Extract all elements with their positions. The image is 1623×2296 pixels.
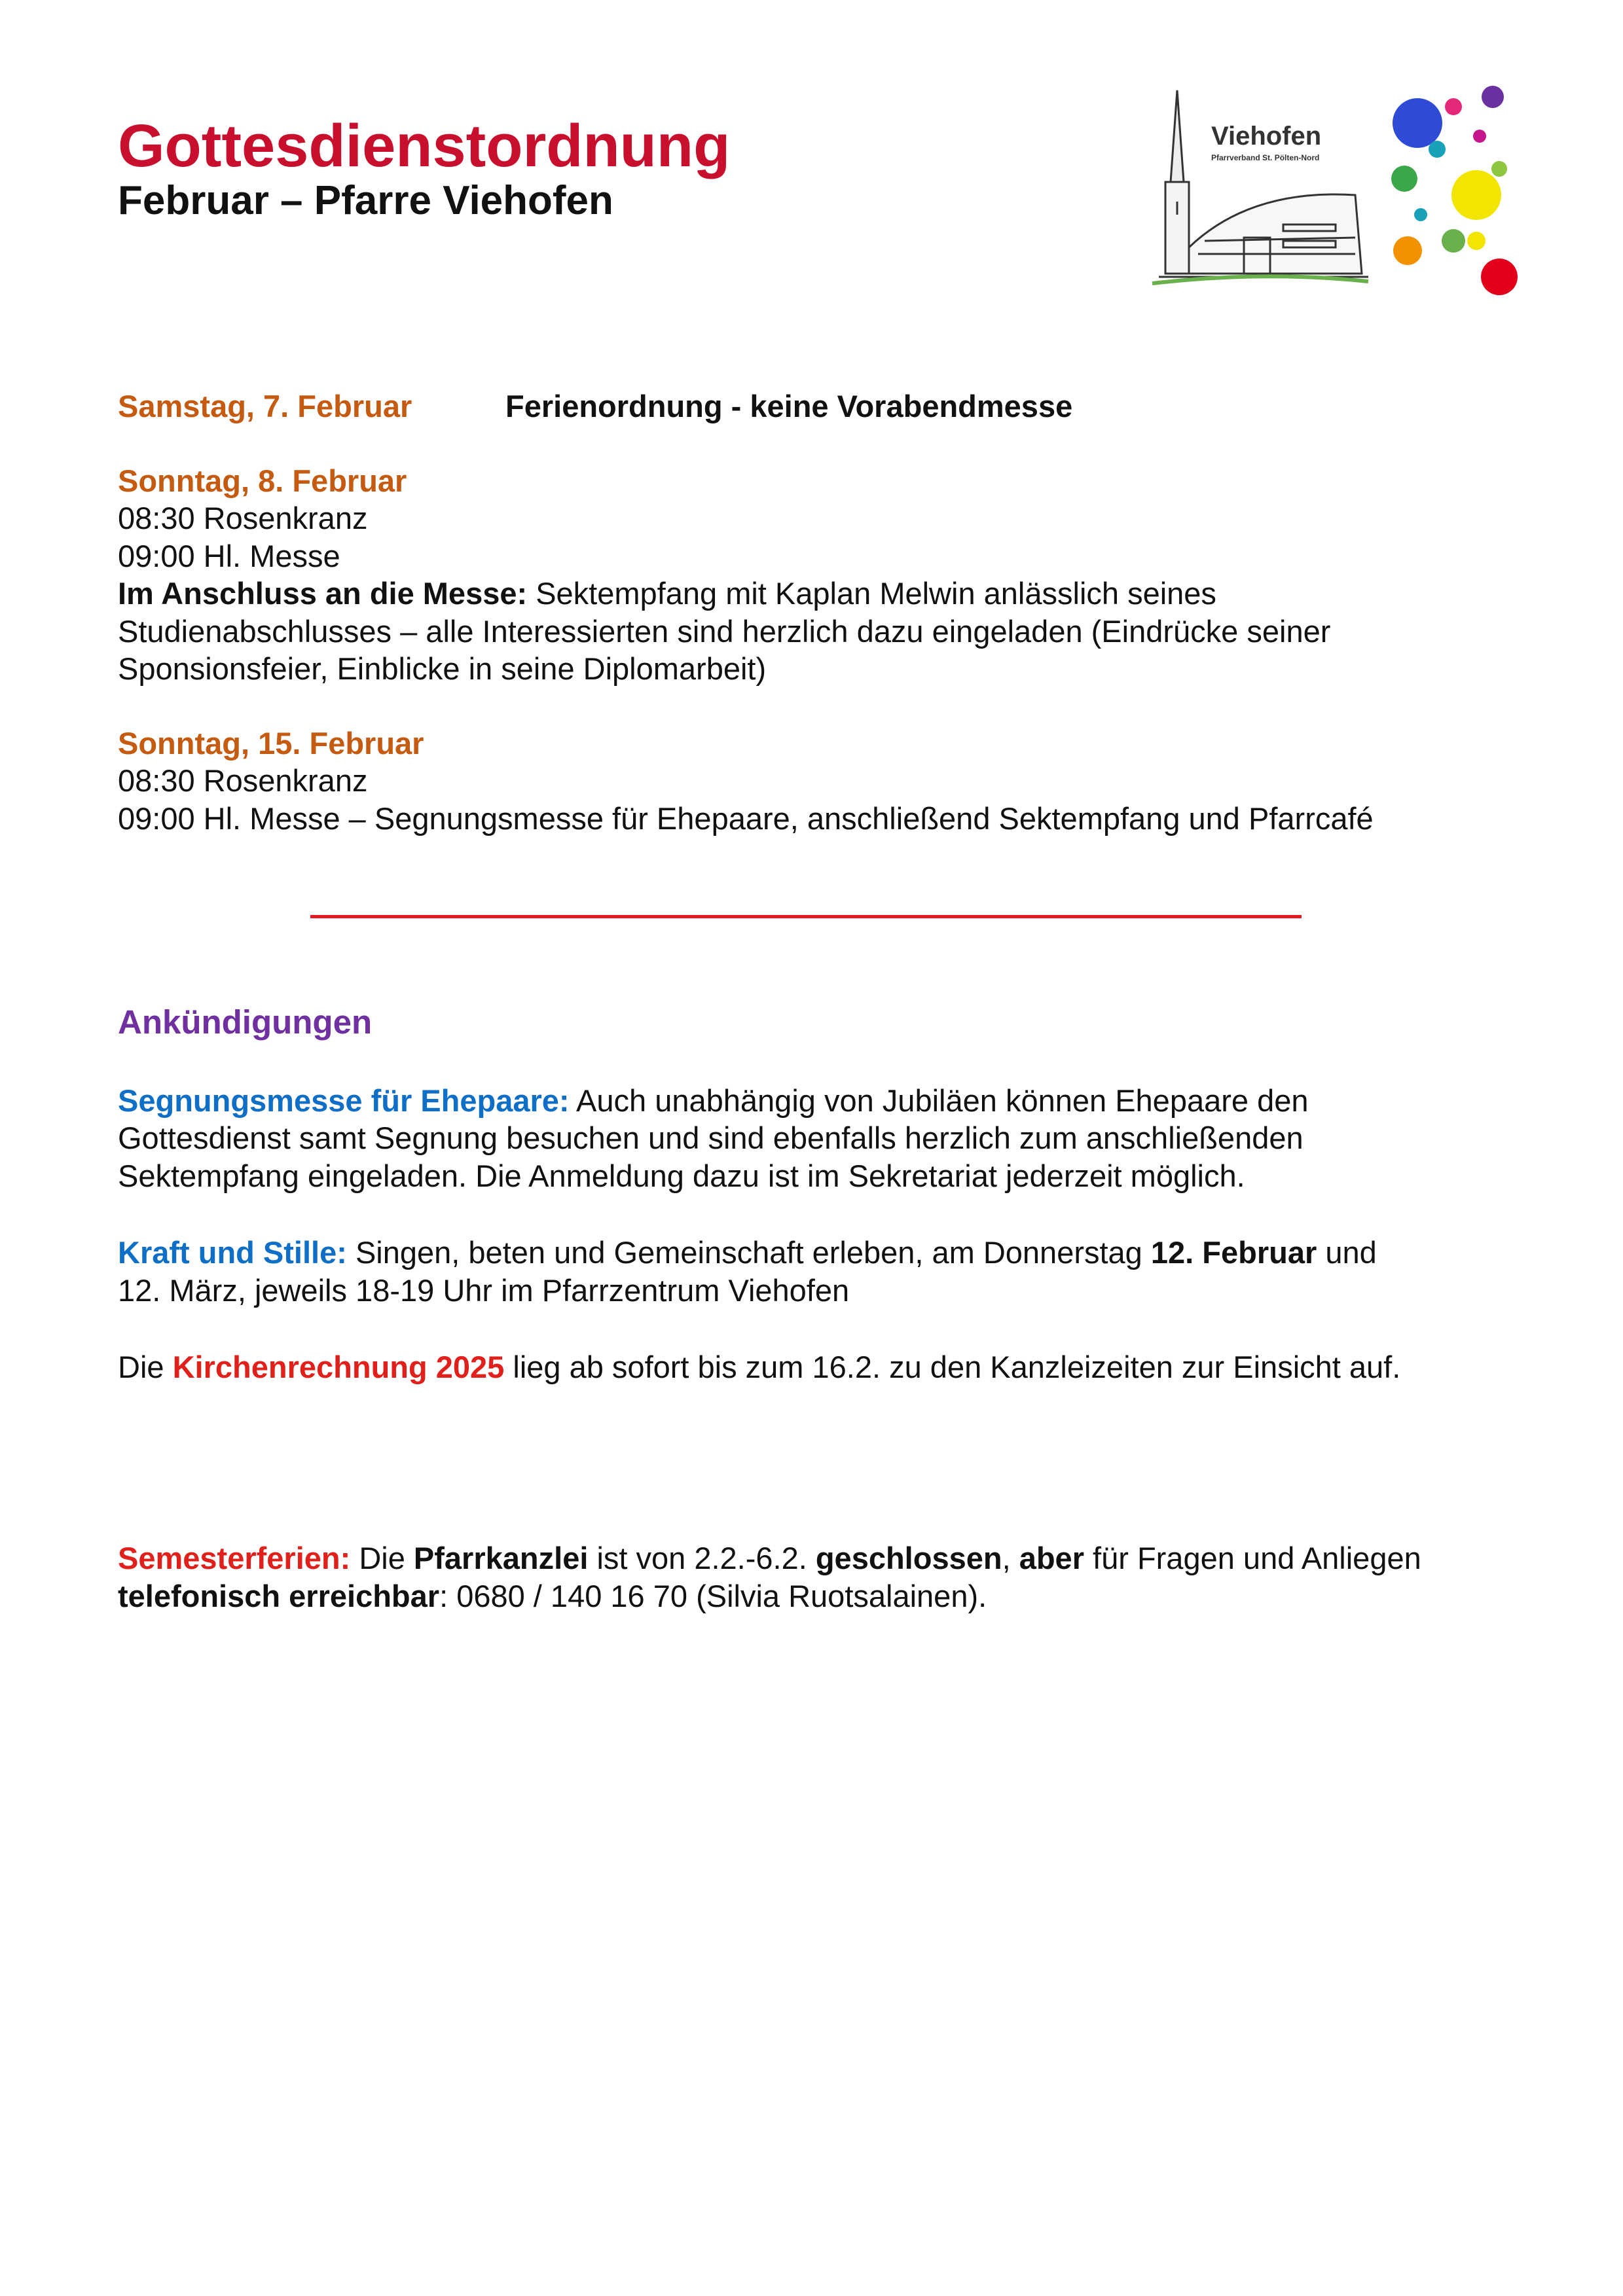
- logo-tagline: Pfarrverband St. Pölten-Nord: [1211, 153, 1320, 162]
- color-dots-icon: [1391, 86, 1518, 295]
- saturday-7-note: Ferienordnung - keine Vorabendmesse: [505, 389, 1073, 423]
- segnung-text-1: Auch unabhängig von Jubiläen können Ehepaare den: [569, 1083, 1309, 1118]
- sunday-8-after-text-2: Studienabschlusses – alle Interessierten sind herzlich dazu eingeladen (Eindrücke seiner: [118, 614, 1331, 649]
- sunday-15-line1: 08:30 Rosenkranz: [118, 763, 368, 798]
- saturday-7-date: Samstag, 7. Februar: [118, 389, 412, 423]
- announcements-heading: Ankündigungen: [118, 1003, 373, 1041]
- kraft-text-1: Singen, beten und Gemeinschaft erleben, am Donnerstag: [346, 1235, 1151, 1270]
- section-divider: [310, 915, 1302, 918]
- semester-row-1: [118, 1539, 1421, 1577]
- kirchen-row: [118, 1348, 1400, 1386]
- kraft-text-2: 12. März, jeweils 18-19 Uhr im Pfarrzentrum Viehofen: [118, 1273, 850, 1308]
- kirchen-pre: Die: [118, 1350, 173, 1384]
- kraft-bold-date: 12. Februar: [1150, 1235, 1317, 1270]
- logo-name: Viehofen: [1211, 122, 1322, 151]
- semester-b3: aber: [1019, 1541, 1084, 1575]
- kraft-label: Kraft und Stille:: [118, 1235, 347, 1270]
- semester-t5: : 0680 / 140 16 70 (Silvia Ruotsalainen).: [439, 1579, 987, 1613]
- kirchen-post: lieg ab sofort bis zum 16.2. zu den Kanzleizeiten zur Einsicht auf.: [504, 1350, 1401, 1384]
- segnung-row-1: [118, 1082, 1309, 1120]
- sunday-8-line2: 09:00 Hl. Messe: [118, 539, 340, 573]
- saturday-7-row: [118, 387, 412, 425]
- semester-t1: Die: [350, 1541, 414, 1575]
- semester-t4: für Fragen und Anliegen: [1084, 1541, 1421, 1575]
- semester-label: Semesterferien:: [118, 1541, 351, 1575]
- sunday-8-after-row: [118, 575, 1216, 613]
- sunday-15-line2: 09:00 Hl. Messe – Segnungsmesse für Ehepaare, anschließend Sektempfang und Pfarrcafé: [118, 801, 1374, 836]
- page-title: Gottesdienstordnung: [118, 113, 731, 179]
- sunday-8-after-text-3: Sponsionsfeier, Einblicke in seine Diplomarbeit): [118, 651, 767, 686]
- semester-b4: telefonisch erreichbar: [118, 1579, 440, 1613]
- semester-t3: ,: [1002, 1541, 1019, 1575]
- kraft-text-1b: und: [1317, 1235, 1377, 1270]
- sunday-15-date: Sonntag, 15. Februar: [118, 726, 424, 761]
- semester-b2: geschlossen: [815, 1541, 1002, 1575]
- segnung-text-2: Gottesdienst samt Segnung besuchen und sind ebenfalls herzlich zum anschließenden: [118, 1121, 1304, 1155]
- segnung-label: Segnungsmesse für Ehepaare:: [118, 1083, 570, 1118]
- semester-b1: Pfarrkanzlei: [413, 1541, 589, 1575]
- parish-logo: [1146, 84, 1519, 300]
- kirchen-highlight: Kirchenrechnung 2025: [172, 1350, 505, 1384]
- sunday-8-date: Sonntag, 8. Februar: [118, 463, 407, 498]
- kraft-row-1: [118, 1234, 1377, 1272]
- sunday-8-after-label: Im Anschluss an die Messe:: [118, 576, 528, 611]
- sunday-8-after-text-1: Sektempfang mit Kaplan Melwin anlässlich seines: [527, 576, 1216, 611]
- page-subtitle: Februar – Pfarre Viehofen: [118, 178, 613, 223]
- semester-t2: ist von 2.2.-6.2.: [588, 1541, 816, 1575]
- church-sketch-icon: [1159, 90, 1368, 277]
- semester-row-2: [118, 1577, 987, 1615]
- sunday-8-line1: 08:30 Rosenkranz: [118, 501, 368, 535]
- segnung-text-3: Sektempfang eingeladen. Die Anmeldung dazu ist im Sekretariat jederzeit möglich.: [118, 1158, 1245, 1193]
